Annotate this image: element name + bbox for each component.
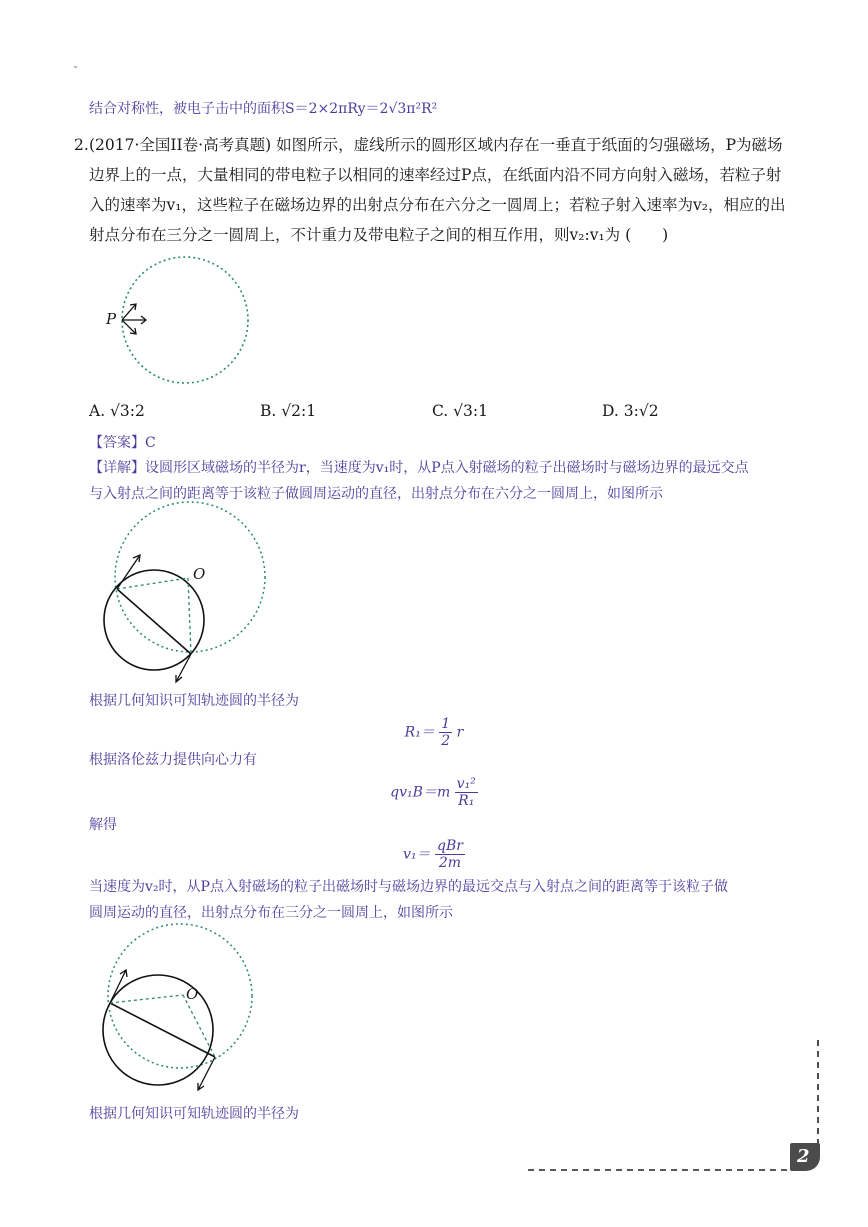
eq1-right: r — [456, 724, 464, 741]
question-line-3: 入的速率为v₁，这些粒子在磁场边界的出射点分布在六分之一圆周上；若粒子射入速率为v₂，相应的出 — [89, 196, 786, 214]
eq2-denominator: R₁ — [458, 793, 475, 809]
choice-a[interactable]: A. √3:2 — [89, 402, 145, 420]
detail-line-1: 【详解】设圆形区域磁场的半径为r，当速度为v₁时，从P点入射磁场的粒子出磁场时与磁场边界的最远交点 — [89, 460, 749, 476]
eq3-denominator: 2m — [438, 855, 462, 871]
page-number: 2 — [797, 1146, 810, 1167]
choice-c[interactable]: C. √3:1 — [432, 402, 488, 420]
eq2-left: qv₁B＝m — [390, 784, 451, 801]
point-p-label: P — [106, 310, 117, 328]
detail-line-v2-1: 当速度为v₂时，从P点入射磁场的粒子出磁场时与磁场边界的最远交点与入射点之间的距离等于该粒子做 — [89, 879, 728, 895]
eq1-denominator: 2 — [441, 733, 451, 749]
question-number: 2. — [74, 136, 89, 154]
geometry-text-2: 根据几何知识可知轨迹圆的半径为 — [89, 1106, 299, 1122]
answer: 【答案】C — [89, 435, 156, 451]
choice-d[interactable]: D. 3:√2 — [602, 402, 659, 420]
eq3-numerator: qBr — [437, 838, 463, 854]
symmetry-line: 结合对称性，被电子击中的面积S＝2×2πRy＝2√3π²R² — [89, 101, 438, 117]
solve-text: 解得 — [89, 817, 117, 833]
eq3-left: v₁＝ — [403, 846, 431, 863]
question-line-4: 射点分布在三分之一圆周上，不计重力及带电粒子之间的相互作用，则v₂:v₁为 ( ) — [89, 226, 669, 244]
eq2-numerator: v₁² — [456, 776, 476, 792]
eq1-numerator: 1 — [441, 716, 451, 732]
center-o-label-1: O — [193, 565, 206, 583]
question-line-2: 边界上的一点，大量相同的带电粒子以相同的速率经过P点，在纸面内沿不同方向射入磁场，若粒子射 — [89, 166, 782, 184]
question-line-1: (2017·全国II卷·高考真题) 如图所示，虚线所示的圆形区域内存在一垂直于纸面的匀强磁场，P为磁场 — [89, 136, 783, 154]
center-o-label-2: O — [186, 985, 199, 1003]
geometry-text-1: 根据几何知识可知轨迹圆的半径为 — [89, 693, 299, 709]
choice-b[interactable]: B. √2:1 — [260, 402, 317, 420]
detail-line-2: 与入射点之间的距离等于该粒子做圆周运动的直径，出射点分布在六分之一圆周上，如图所示 — [89, 486, 663, 502]
lorentz-text: 根据洛伦兹力提供向心力有 — [89, 752, 257, 768]
eq1-left: R₁＝ — [404, 724, 435, 741]
detail-line-v2-2: 圆周运动的直径，出射点分布在三分之一圆周上，如图所示 — [89, 905, 453, 921]
